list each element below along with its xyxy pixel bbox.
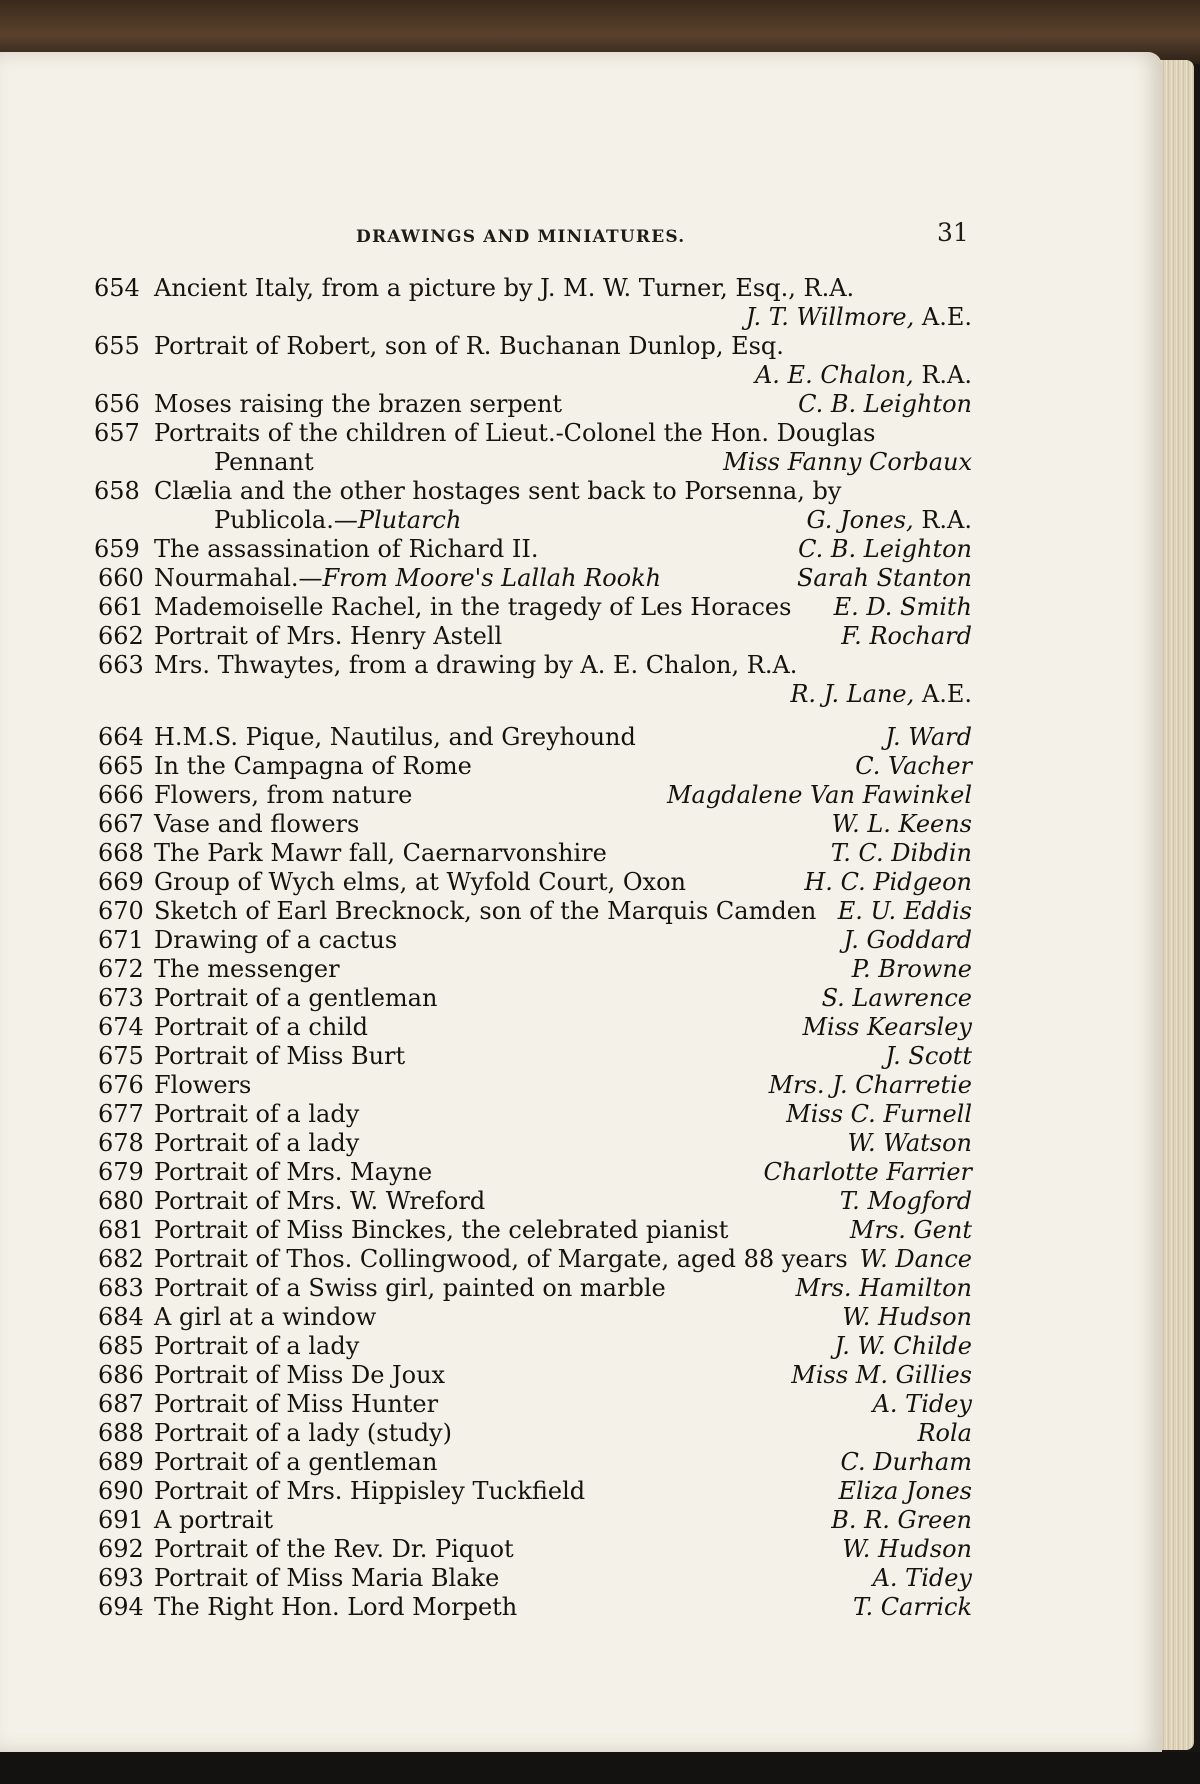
artist-name: Magdalene Van Fawinkel [666, 781, 972, 809]
entry-title-text: Portrait of a gentleman [154, 984, 438, 1012]
entry-title [154, 955, 340, 984]
entry-title-text: Portrait of a Swiss girl, painted on marble [154, 1274, 666, 1302]
entry-title-text: Mademoiselle Rachel, in the tragedy of Les Horaces [154, 593, 792, 621]
entry-artist [798, 535, 972, 564]
running-title: DRAWINGS AND MINIATURES. [356, 227, 686, 247]
entry-number: 671 [98, 926, 144, 954]
catalogue-entry [0, 984, 972, 1013]
entry-number: 680 [98, 1187, 144, 1215]
artist-name: Sarah Stanton [796, 564, 972, 592]
entry-artist [841, 622, 972, 651]
entry-title-text: Portrait of a lady [154, 1100, 360, 1128]
entry-artist [860, 1245, 972, 1274]
entry-number: 675 [98, 1042, 144, 1070]
entry-title [154, 1100, 359, 1129]
catalogue-entry [0, 651, 972, 680]
artist-name: Mrs. Gent [849, 1216, 972, 1244]
catalogue-entry [0, 1303, 972, 1332]
entry-title [154, 564, 661, 593]
entry-title-text: The messenger [154, 955, 340, 983]
catalogue-entry [0, 1506, 972, 1535]
entry-artist [769, 1071, 972, 1100]
entry-number: 670 [98, 897, 144, 925]
entry-title [154, 752, 472, 781]
catalogue-entry-continuation [0, 303, 972, 332]
entry-number: 657 [94, 419, 140, 447]
entry-title [154, 1593, 517, 1622]
entry-title-text: Flowers, from nature [154, 781, 413, 809]
artist-name: W. Dance [859, 1245, 972, 1273]
artist-name: P. Browne [851, 955, 972, 983]
entry-artist [667, 781, 972, 810]
entry-title [154, 332, 784, 361]
entry-artist [853, 1593, 972, 1622]
entry-title [154, 1564, 499, 1593]
artist-name: C. Durham [840, 1448, 972, 1476]
artist-name: J. Scott [885, 1042, 972, 1070]
entry-artist [746, 303, 972, 332]
artist-name: Miss M. Gillies [791, 1361, 972, 1389]
entry-title-text: Portrait of Miss Binckes, the celebrated pianist [154, 1216, 729, 1244]
entry-artist [723, 448, 972, 477]
catalogue-entry [0, 839, 972, 868]
entry-number: 656 [94, 390, 140, 418]
entry-title [154, 1216, 728, 1245]
artist-name: C. B. Leighton [798, 535, 972, 563]
catalogue-entry [0, 1593, 972, 1622]
artist-name: S. Lawrence [821, 984, 972, 1012]
entry-number: 678 [98, 1129, 144, 1157]
catalogue-entry [0, 1129, 972, 1158]
entry-number: 684 [98, 1303, 144, 1331]
entry-title-text: Portraits of the children of Lieut.-Colonel the Hon. Douglas [154, 419, 876, 447]
entry-number: 672 [98, 955, 144, 983]
entry-artist [806, 506, 972, 535]
entry-title-text: Portrait of Miss Hunter [154, 1390, 439, 1418]
entry-number: 669 [98, 868, 144, 896]
artist-name: Mrs. J. Charretie [768, 1071, 972, 1099]
artist-name: Charlotte Farrier [763, 1158, 972, 1186]
entry-number: 661 [98, 593, 144, 621]
page [0, 52, 1162, 1752]
entry-artist [848, 1129, 973, 1158]
catalogue-entry [0, 926, 972, 955]
artist-name: T. Mogford [839, 1187, 972, 1215]
catalogue-entry [0, 1274, 972, 1303]
entry-number: 691 [98, 1506, 144, 1534]
entry-number: 658 [94, 477, 140, 505]
entry-number: 685 [98, 1332, 144, 1360]
entry-title-text: Portrait of a lady (study) [154, 1419, 452, 1447]
catalogue-entry [0, 332, 972, 361]
catalogue-entry [0, 390, 972, 419]
entry-title [154, 1506, 273, 1535]
artist-name: T. Carrick [852, 1593, 972, 1621]
entry-artist [834, 593, 972, 622]
catalogue-entry [0, 1564, 972, 1593]
entry-artist [838, 897, 972, 926]
entry-title [154, 622, 502, 651]
entry-artist [831, 1506, 972, 1535]
entry-number: 654 [94, 274, 140, 302]
catalogue-entry [0, 723, 972, 752]
entry-title-text: Mrs. Thwaytes, from a drawing by A. E. Chalon, R.A. [154, 651, 798, 679]
catalogue-entry [0, 1477, 972, 1506]
artist-name: A. E. Chalon, [754, 361, 914, 389]
entry-title [154, 1535, 514, 1564]
entry-artist [839, 1477, 973, 1506]
entry-title-text: Portrait of Miss Maria Blake [154, 1564, 500, 1592]
entry-number: 659 [94, 535, 140, 563]
entry-title [154, 723, 636, 752]
entry-title-text: Vase and flowers [154, 810, 360, 838]
entry-artist [755, 361, 972, 390]
artist-name: J. Ward [885, 723, 972, 751]
entry-title-text: Portrait of Miss Burt [154, 1042, 406, 1070]
entry-title [154, 1390, 438, 1419]
entry-number: 694 [98, 1593, 144, 1621]
artist-name: W. L. Keens [831, 810, 972, 838]
entry-number: 688 [98, 1419, 144, 1447]
entry-title [154, 651, 797, 680]
catalogue-entry [0, 419, 972, 448]
catalogue-entry [0, 1448, 972, 1477]
entry-number: 664 [98, 723, 144, 751]
catalogue-entry [0, 477, 972, 506]
entry-number: 690 [98, 1477, 144, 1505]
entry-artist [841, 1448, 972, 1477]
entry-title-text: Clælia and the other hostages sent back to Porsenna, by [154, 477, 842, 505]
entry-artist [885, 723, 972, 752]
entry-artist [798, 390, 972, 419]
page-number: 31 [937, 218, 969, 247]
entry-number: 689 [98, 1448, 144, 1476]
artist-name: C. Vacher [855, 752, 972, 780]
entry-number: 655 [94, 332, 140, 360]
entry-artist [873, 1390, 972, 1419]
artist-name: Miss C. Furnell [786, 1100, 972, 1128]
artist-name: W. Hudson [842, 1535, 972, 1563]
entry-artist [855, 752, 972, 781]
entry-title [154, 1419, 452, 1448]
entry-number: 677 [98, 1100, 144, 1128]
catalogue-entry [0, 1187, 972, 1216]
artist-suffix: A.E. [921, 680, 972, 708]
artist-name: W. Watson [847, 1129, 972, 1157]
artist-suffix: R.A. [921, 506, 972, 534]
entry-title-continued [214, 506, 461, 535]
entry-title [154, 1303, 376, 1332]
entry-title [154, 1129, 359, 1158]
entry-title-text: Portrait of a child [154, 1013, 368, 1041]
entry-number: 693 [98, 1564, 144, 1592]
catalogue-entry [0, 868, 972, 897]
entry-title-text: Portrait of Mrs. Hippisley Tuckfield [154, 1477, 586, 1505]
artist-name: Miss Fanny Corbaux [723, 448, 972, 476]
artist-name: E. U. Eddis [837, 897, 972, 925]
entry-artist [832, 810, 972, 839]
entry-artist [802, 1013, 972, 1042]
entry-title-text: The assassination of Richard II. [154, 535, 539, 563]
entry-title-text: Portrait of a lady [154, 1129, 360, 1157]
entry-title [154, 1274, 666, 1303]
entry-title-italic: From Moore's Lallah Rookh [322, 564, 662, 592]
entry-artist [804, 868, 972, 897]
entry-title-text: Portrait of Thos. Collingwood, of Margate, aged 88 years [154, 1245, 848, 1273]
entry-number: 667 [98, 810, 144, 838]
entry-artist [842, 1535, 972, 1564]
entry-title-text: Sketch of Earl Brecknock, son of the Marquis Camden [154, 897, 817, 925]
artist-name: H. C. Pidgeon [804, 868, 972, 896]
catalogue-entry [0, 1245, 972, 1274]
scan-bottom-edge [0, 1752, 1200, 1784]
catalogue-entry-continuation [0, 506, 972, 535]
entry-title [154, 1013, 368, 1042]
catalogue-entry [0, 781, 972, 810]
entry-title [154, 1042, 405, 1071]
entry-title [154, 984, 437, 1013]
artist-name: A. Tidey [872, 1564, 972, 1592]
entry-number: 681 [98, 1216, 144, 1244]
entry-title-text: In the Campagna of Rome [154, 752, 472, 780]
entry-number: 692 [98, 1535, 144, 1563]
entry-title [154, 593, 791, 622]
entry-artist [850, 1216, 972, 1245]
entry-title [154, 1477, 585, 1506]
entry-title [154, 1448, 437, 1477]
artist-name: Miss Kearsley [802, 1013, 972, 1041]
catalogue-entry [0, 810, 972, 839]
entry-title [154, 897, 816, 926]
entry-title-text: H.M.S. Pique, Nautilus, and Greyhound [154, 723, 636, 751]
entry-number: 666 [98, 781, 144, 809]
catalogue-entry [0, 1071, 972, 1100]
entry-artist [790, 680, 972, 709]
artist-name: Mrs. Hamilton [795, 1274, 972, 1302]
catalogue-entry [0, 1535, 972, 1564]
entry-number: 676 [98, 1071, 144, 1099]
entry-title [154, 810, 359, 839]
entry-title [154, 390, 562, 419]
entry-title-text: Ancient Italy, from a picture by J. M. W. Turner, Esq., R.A. [154, 274, 855, 302]
entry-artist [917, 1419, 972, 1448]
entry-artist [795, 1274, 972, 1303]
entry-title-italic: Plutarch [357, 506, 462, 534]
catalogue-entry-continuation [0, 361, 972, 390]
entry-artist [852, 955, 972, 984]
entry-artist [764, 1158, 972, 1187]
entry-artist [835, 1332, 972, 1361]
catalogue-entry-continuation [0, 680, 972, 709]
catalogue-entry [0, 1158, 972, 1187]
entry-artist [797, 564, 972, 593]
entry-number: 665 [98, 752, 144, 780]
artist-name: J. T. Willmore, [745, 303, 915, 331]
catalogue-entry [0, 622, 972, 651]
artist-name: W. Hudson [842, 1303, 972, 1331]
entry-title [154, 274, 854, 303]
entry-title-text: The Park Mawr fall, Caernarvonshire [154, 839, 607, 867]
entry-number: 662 [98, 622, 144, 650]
entry-title-text: Pennant [214, 448, 314, 476]
catalogue-entry [0, 897, 972, 926]
entry-title [154, 926, 397, 955]
entry-title-text: Publicola.— [214, 506, 358, 534]
entry-artist [786, 1100, 972, 1129]
entry-title-text: Portrait of Miss De Joux [154, 1361, 446, 1389]
entry-number: 668 [98, 839, 144, 867]
entry-title [154, 1361, 445, 1390]
entry-title [154, 839, 607, 868]
entry-artist [843, 926, 972, 955]
entry-title-text: Portrait of Mrs. W. Wreford [154, 1187, 486, 1215]
catalogue-entry [0, 593, 972, 622]
entry-number: 660 [98, 564, 144, 592]
catalogue-entry [0, 1361, 972, 1390]
entry-title-text: Group of Wych elms, at Wyfold Court, Oxon [154, 868, 686, 896]
entry-title-text: Portrait of a gentleman [154, 1448, 438, 1476]
catalogue-entry [0, 1013, 972, 1042]
entry-title [154, 1332, 359, 1361]
catalogue-entry [0, 564, 972, 593]
artist-name: R. J. Lane, [790, 680, 915, 708]
catalogue-entry [0, 274, 972, 303]
entry-title-text: Portrait of the Rev. Dr. Piquot [154, 1535, 514, 1563]
catalogue-entry [0, 1100, 972, 1129]
entry-title-continued [214, 448, 314, 477]
artist-name: E. D. Smith [833, 593, 972, 621]
catalogue-entry [0, 1216, 972, 1245]
entry-title-text: A girl at a window [154, 1303, 377, 1331]
entry-number: 673 [98, 984, 144, 1012]
entry-number: 686 [98, 1361, 144, 1389]
entry-artist [842, 1303, 972, 1332]
entry-title-text: Moses raising the brazen serpent [154, 390, 563, 418]
entry-artist [791, 1361, 972, 1390]
artist-name: C. B. Leighton [798, 390, 972, 418]
entry-title [154, 1071, 251, 1100]
artist-name: T. C. Dibdin [830, 839, 972, 867]
catalogue-entry [0, 1419, 972, 1448]
artist-name: Eliza Jones [838, 1477, 972, 1505]
catalogue-entry-continuation [0, 448, 972, 477]
entry-title [154, 419, 875, 448]
entry-title-text: Portrait of Robert, son of R. Buchanan Dunlop, Esq. [154, 332, 784, 360]
catalogue-entry [0, 1332, 972, 1361]
artist-suffix: R.A. [921, 361, 972, 389]
entry-title [154, 868, 686, 897]
entry-title-text: Nourmahal.— [154, 564, 323, 592]
entry-title-text: Flowers [154, 1071, 252, 1099]
entry-title-text: Portrait of Mrs. Mayne [154, 1158, 433, 1186]
entry-artist [831, 839, 972, 868]
artist-name: B. R. Green [831, 1506, 972, 1534]
entry-number: 663 [98, 651, 144, 679]
artist-name: F. Rochard [841, 622, 972, 650]
entry-title-text: Portrait of Mrs. Henry Astell [154, 622, 503, 650]
catalogue-entries [0, 52, 1150, 1752]
entry-number: 674 [98, 1013, 144, 1041]
artist-name: G. Jones, [806, 506, 914, 534]
entry-title [154, 535, 538, 564]
artist-name: J. Goddard [843, 926, 972, 954]
entry-title [154, 477, 841, 506]
artist-name: Rola [917, 1419, 972, 1447]
entry-title-text: The Right Hon. Lord Morpeth [154, 1593, 518, 1621]
entry-title [154, 1187, 485, 1216]
entry-artist [873, 1564, 972, 1593]
artist-suffix: A.E. [921, 303, 972, 331]
entry-title-text: Portrait of a lady [154, 1332, 360, 1360]
entry-number: 683 [98, 1274, 144, 1302]
artist-name: A. Tidey [872, 1390, 972, 1418]
entry-title-text: Drawing of a cactus [154, 926, 398, 954]
entry-artist [822, 984, 972, 1013]
entry-title [154, 1245, 848, 1274]
entry-title [154, 1158, 432, 1187]
entry-title-text: A portrait [154, 1506, 273, 1534]
entry-artist [840, 1187, 972, 1216]
entry-number: 687 [98, 1390, 144, 1418]
entry-artist [885, 1042, 972, 1071]
catalogue-entry [0, 752, 972, 781]
entry-number: 679 [98, 1158, 144, 1186]
entry-title [154, 781, 412, 810]
artist-name: J. W. Childe [834, 1332, 972, 1360]
catalogue-entry [0, 1390, 972, 1419]
entry-number: 682 [98, 1245, 144, 1273]
catalogue-entry [0, 955, 972, 984]
catalogue-entry [0, 535, 972, 564]
catalogue-entry [0, 1042, 972, 1071]
